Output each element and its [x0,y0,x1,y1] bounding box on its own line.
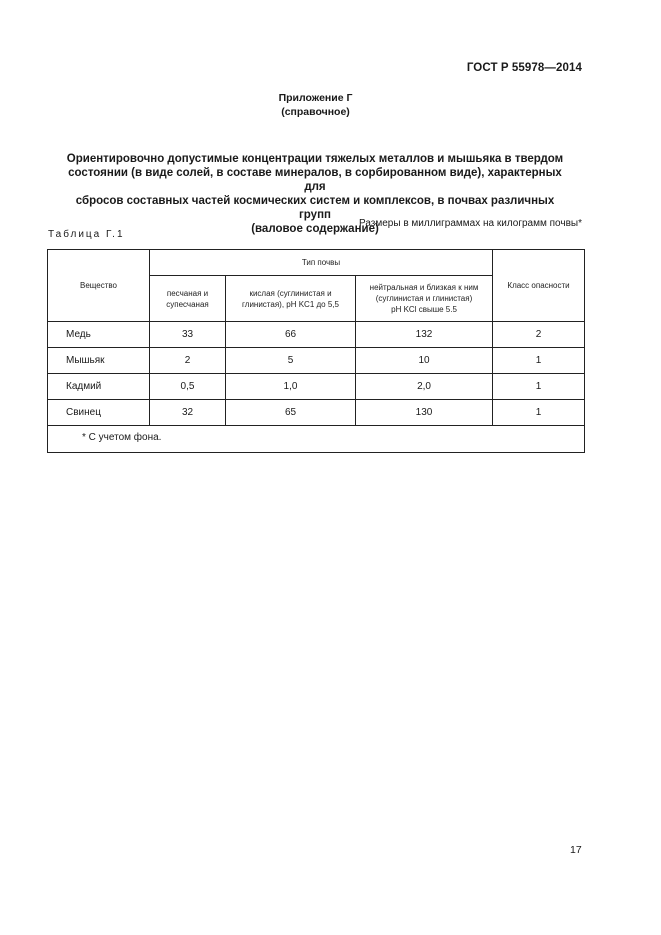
appendix-title: Приложение Г [278,92,353,104]
cell-neutral: 2,0 [356,374,493,400]
table-row [48,374,585,400]
cell-acidic: 5 [226,348,356,374]
title-line: Ориентировочно допустимые концентрации тяжелых металлов и мышьяка в твердом [66,153,564,165]
header-hazard-class: Класс опасности [493,250,585,322]
cell-neutral: 10 [356,348,493,374]
appendix-subtitle: (справочное) [281,106,350,118]
cell-class: 2 [493,322,585,348]
cell-class: 1 [493,374,585,400]
units-note: Размеры в миллиграммах на килограмм почвы* [359,218,582,229]
cell-substance: Медь [48,322,150,348]
cell-sandy: 2 [150,348,226,374]
subheader-acidic: кислая (суглинистая и глинистая), pH KC1 до 5,5 [226,276,356,322]
table-row [48,348,585,374]
header-substance: Вещество [48,250,150,322]
cell-sandy: 0,5 [150,374,226,400]
cell-substance: Мышьяк [48,348,150,374]
subheader-sandy: песчаная и супесчаная [150,276,226,322]
appendix-heading [0,91,631,119]
cell-sandy: 32 [150,400,226,426]
cell-substance: Свинец [48,400,150,426]
cell-neutral: 132 [356,322,493,348]
header-soil-type: Тип почвы [150,250,493,276]
title-line: сбросов составных частей космических систем и комплексов, в почвах различных групп [75,195,555,221]
document-code: ГОСТ Р 55978—2014 [466,62,582,74]
concentration-table [47,249,585,453]
cell-acidic: 1,0 [226,374,356,400]
table-row [48,322,585,348]
cell-acidic: 66 [226,322,356,348]
table-footnote-row [48,426,585,453]
title-line: (валовое содержание) [251,223,379,235]
page-number: 17 [570,844,582,856]
table-footnote: * С учетом фона. [48,426,585,453]
table-header-row [48,250,585,276]
subheader-neutral: нейтральная и близкая к ним (суглинистая и глинистая) pH KCl свыше 5.5 [356,276,493,322]
cell-class: 1 [493,348,585,374]
cell-class: 1 [493,400,585,426]
table-label: Таблица Г.1 [48,229,125,240]
cell-neutral: 130 [356,400,493,426]
title-line: состоянии (в виде солей, в составе минералов, в сорбированном виде), характерных для [68,167,562,193]
table-row [48,400,585,426]
cell-acidic: 65 [226,400,356,426]
cell-sandy: 33 [150,322,226,348]
cell-substance: Кадмий [48,374,150,400]
